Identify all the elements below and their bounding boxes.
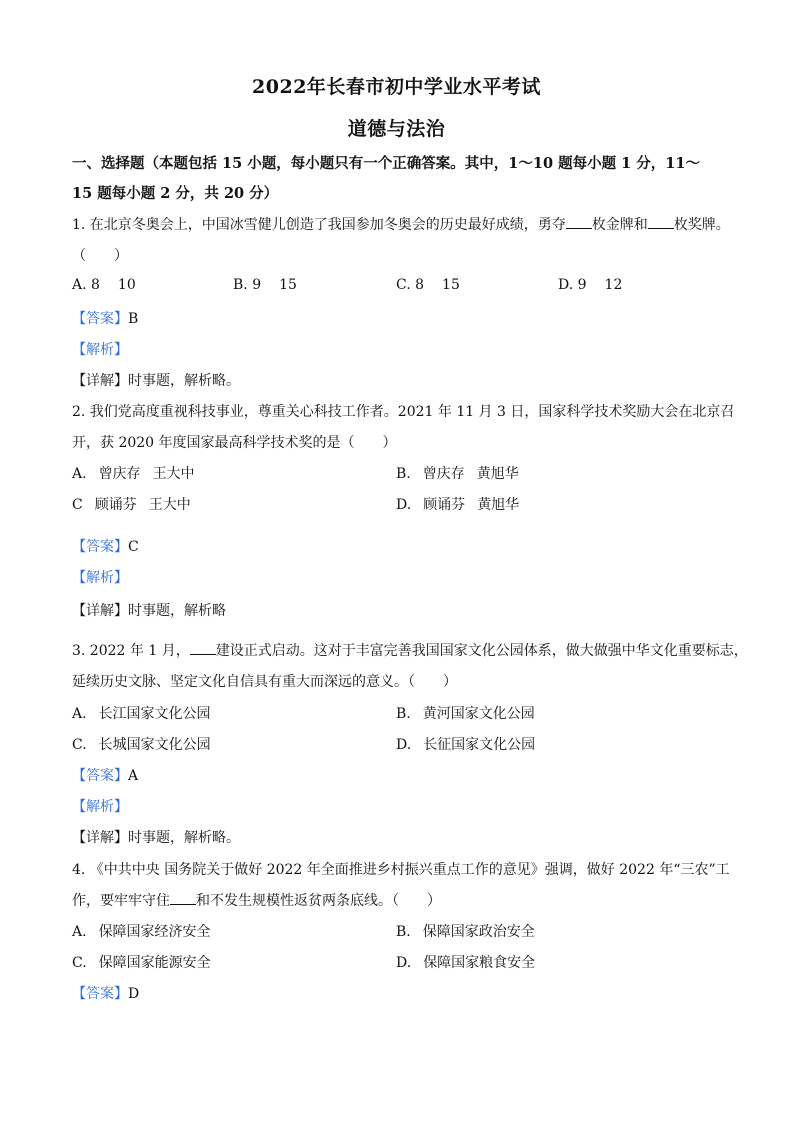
question-4-answer: 【答案】D bbox=[72, 986, 140, 1002]
question-1-stem-line-2: （ ） bbox=[72, 248, 128, 264]
question-1-option-d: D. 9 12 bbox=[558, 277, 623, 293]
question-4-option-c: C. 保障国家能源安全 bbox=[72, 955, 211, 971]
question-4-option-a: A. 保障国家经济安全 bbox=[72, 924, 211, 940]
question-4-option-d: D. 保障国家粮食安全 bbox=[396, 955, 536, 971]
section-heading-line-1: 一、选择题（本题包括 15 小题，每小题只有一个正确答案。其中，1～10 题每小题 1 分，11～ bbox=[72, 155, 700, 172]
question-2-detail: 【详解】时事题，解析略 bbox=[72, 603, 226, 619]
question-3-stem-line-2: 延续历史文脉、坚定文化自信具有重大而深远的意义。（ ） bbox=[72, 674, 457, 690]
answer-blank bbox=[566, 216, 592, 229]
answer-blank bbox=[190, 642, 216, 655]
question-3-analysis-label: 【解析】 bbox=[72, 799, 128, 815]
question-1-stem-line-1: 1. 在北京冬奥会上，中国冰雪健儿创造了我国参加冬奥会的历史最好成绩，勇夺 枚金牌和 枚奖牌。 bbox=[72, 217, 730, 233]
question-3-option-c: C. 长城国家文化公园 bbox=[72, 737, 211, 753]
question-1-answer: 【答案】B bbox=[72, 311, 139, 327]
question-2-answer: 【答案】C bbox=[72, 539, 139, 555]
question-3-option-a: A. 长江国家文化公园 bbox=[72, 706, 211, 722]
answer-blank bbox=[170, 892, 196, 905]
question-2-stem-line-2: 开，获 2020 年度国家最高科学技术奖的是（ ） bbox=[72, 435, 397, 451]
question-3-answer: 【答案】A bbox=[72, 768, 139, 784]
question-1-option-b: B. 9 15 bbox=[233, 277, 297, 293]
question-2-option-d: D. 顾诵芬 黄旭华 bbox=[396, 497, 520, 513]
question-2-option-c: C 顾诵芬 王大中 bbox=[72, 497, 191, 513]
question-1-option-a: A. 8 10 bbox=[72, 277, 136, 293]
question-1-option-c: C. 8 15 bbox=[396, 277, 460, 293]
answer-blank bbox=[648, 216, 674, 229]
question-1-detail: 【详解】时事题，解析略。 bbox=[72, 373, 240, 389]
section-heading-line-2: 15 题每小题 2 分，共 20 分） bbox=[72, 185, 279, 202]
question-4-option-b: B. 保障国家政治安全 bbox=[396, 924, 535, 940]
question-2-option-b: B. 曾庆存 黄旭华 bbox=[396, 466, 519, 482]
question-3-detail: 【详解】时事题，解析略。 bbox=[72, 830, 240, 846]
question-4-stem-line-1: 4. 《中共中央 国务院关于做好 2022 年全面推进乡村振兴重点工作的意见》强调，做好 2022 年“三农”工 bbox=[72, 862, 730, 878]
question-3-stem-line-1: 3. 2022 年 1 月， 建设正式启动。这对于丰富完善我国国家文化公园体系，做大做强中华文化重要标志， bbox=[72, 643, 748, 659]
question-1-analysis-label: 【解析】 bbox=[72, 342, 128, 358]
question-2-option-a: A. 曾庆存 王大中 bbox=[72, 466, 195, 482]
question-2-analysis-label: 【解析】 bbox=[72, 570, 128, 586]
question-3-option-b: B. 黄河国家文化公园 bbox=[396, 706, 535, 722]
question-2-stem-line-1: 2. 我们党高度重视科技事业，尊重关心科技工作者。2021 年 11 月 3 日，国家科学技术奖励大会在北京召 bbox=[72, 404, 735, 420]
question-4-stem-line-2: 作，要牢牢守住 和不发生规模性返贫两条底线。（ ） bbox=[72, 893, 441, 909]
exam-title: 2022年长春市初中学业水平考试 bbox=[252, 76, 541, 98]
question-3-option-d: D. 长征国家文化公园 bbox=[396, 737, 536, 753]
subject-title: 道德与法治 bbox=[347, 118, 446, 140]
